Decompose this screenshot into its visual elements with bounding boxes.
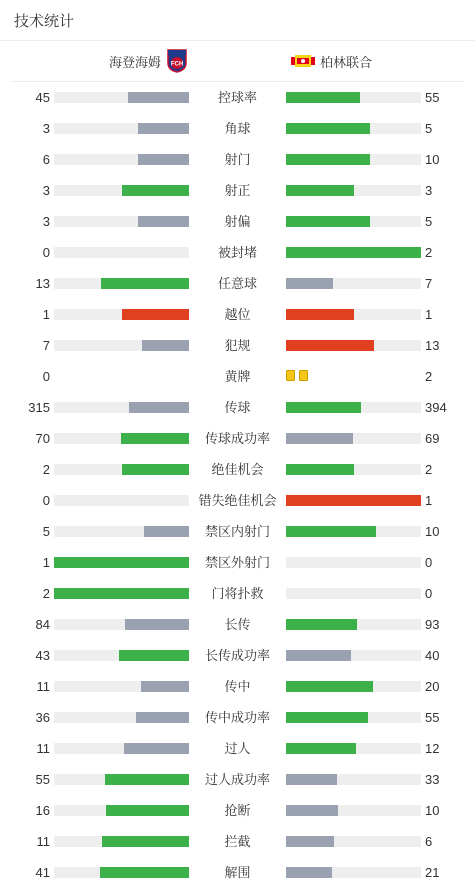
home-stat-value: 11 xyxy=(36,679,50,694)
stat-row xyxy=(0,299,475,330)
stats-list xyxy=(0,82,475,888)
away-stat-value: 10 xyxy=(425,524,440,539)
away-stat-value: 33 xyxy=(425,772,440,787)
home-stat-bar xyxy=(54,588,189,599)
home-stat-bar xyxy=(54,309,189,320)
away-stat-bar-fill xyxy=(286,278,333,289)
away-stat-bar-fill xyxy=(286,185,354,196)
away-stat-value: 2 xyxy=(425,245,433,260)
away-stat-value: 1 xyxy=(425,307,433,322)
away-stat-bar xyxy=(286,712,421,723)
home-stat-bar-fill xyxy=(128,92,189,103)
away-stat-bar xyxy=(286,216,421,227)
home-stat-bar xyxy=(54,92,189,103)
away-stat-value: 5 xyxy=(425,214,433,229)
away-stat-value: 6 xyxy=(425,834,433,849)
home-stat-bar xyxy=(54,650,189,661)
stat-row xyxy=(0,268,475,299)
stat-label: 传中 xyxy=(224,679,251,694)
home-stat-value: 43 xyxy=(35,648,50,663)
stat-label: 拦截 xyxy=(224,834,251,849)
away-stat-bar-fill xyxy=(286,526,376,537)
away-stat-value: 12 xyxy=(425,741,440,756)
stat-label: 射门 xyxy=(224,152,251,167)
away-stat-bar xyxy=(286,464,421,475)
home-stat-bar-fill xyxy=(54,557,189,568)
stat-label: 过人 xyxy=(224,741,251,756)
home-stat-bar-fill xyxy=(54,588,189,599)
stat-row xyxy=(0,547,475,578)
away-stat-value: 40 xyxy=(425,648,440,663)
home-stat-value: 36 xyxy=(35,710,50,725)
away-stat-bar-fill xyxy=(286,92,360,103)
home-stat-bar xyxy=(54,247,189,258)
home-stat-bar-fill xyxy=(138,123,189,134)
away-stat-bar xyxy=(286,154,421,165)
teams-row xyxy=(10,41,465,82)
home-stat-bar xyxy=(54,216,189,227)
stat-label: 被封堵 xyxy=(217,245,257,260)
home-stat-bar xyxy=(54,495,189,506)
stat-row xyxy=(0,423,475,454)
away-stat-bar xyxy=(286,309,421,320)
home-stat-bar-fill xyxy=(129,402,189,413)
away-stat-bar xyxy=(286,340,421,351)
away-stat-bar xyxy=(286,433,421,444)
away-stat-value: 10 xyxy=(425,152,440,167)
home-stat-bar xyxy=(54,805,189,816)
stat-row xyxy=(0,392,475,423)
away-stat-value: 5 xyxy=(425,121,433,136)
away-stat-bar-fill xyxy=(286,433,353,444)
home-stat-value: 0 xyxy=(42,245,50,260)
home-stat-value: 16 xyxy=(35,803,50,818)
stat-label: 门将扑救 xyxy=(211,586,264,601)
home-stat-bar xyxy=(54,185,189,196)
home-stat-value: 55 xyxy=(35,772,50,787)
home-stat-bar xyxy=(54,681,189,692)
home-stat-bar xyxy=(54,123,189,134)
home-stat-value: 6 xyxy=(42,152,50,167)
stat-label: 禁区内射门 xyxy=(204,524,270,539)
home-team-name: 海登海姆 xyxy=(108,54,161,70)
stat-label: 黄牌 xyxy=(224,369,251,384)
home-stat-bar xyxy=(54,867,189,878)
home-stat-bar-fill xyxy=(141,681,189,692)
home-stat-value: 41 xyxy=(35,865,50,880)
home-stat-bar-fill xyxy=(125,619,189,630)
stat-row xyxy=(0,578,475,609)
home-stat-bar xyxy=(54,743,189,754)
home-stat-bar-fill xyxy=(142,340,189,351)
home-stat-bar-fill xyxy=(138,154,189,165)
away-stat-bar xyxy=(286,681,421,692)
home-stat-bar xyxy=(54,557,189,568)
away-stat-bar-fill xyxy=(286,681,373,692)
away-team[interactable] xyxy=(291,41,372,81)
stat-row xyxy=(0,702,475,733)
away-stat-value: 3 xyxy=(425,183,433,198)
stat-label: 控球率 xyxy=(217,90,257,105)
away-yellow-cards xyxy=(286,370,308,381)
stat-label: 射偏 xyxy=(224,214,251,229)
stat-row xyxy=(0,826,475,857)
stat-label: 传球 xyxy=(224,400,251,415)
away-stat-value: 20 xyxy=(425,679,440,694)
home-stat-bar xyxy=(54,278,189,289)
home-stat-bar-fill xyxy=(136,712,189,723)
stat-row xyxy=(0,206,475,237)
away-stat-bar-fill xyxy=(286,650,351,661)
away-stat-bar xyxy=(286,92,421,103)
home-stat-bar-fill xyxy=(105,774,189,785)
away-stat-bar-fill xyxy=(286,805,338,816)
home-stat-value: 2 xyxy=(42,586,50,601)
away-stat-bar xyxy=(286,247,421,258)
home-stat-value: 0 xyxy=(42,369,50,384)
stat-label: 禁区外射门 xyxy=(204,555,270,570)
stat-label: 抢断 xyxy=(224,803,251,818)
home-stat-bar-fill xyxy=(122,185,190,196)
home-stat-value: 45 xyxy=(35,90,50,105)
away-stat-bar-fill xyxy=(286,836,334,847)
home-stat-bar xyxy=(54,402,189,413)
stat-row xyxy=(0,361,475,392)
stat-row xyxy=(0,516,475,547)
away-stat-value: 2 xyxy=(425,369,433,384)
stat-label: 传中成功率 xyxy=(204,710,270,725)
home-stat-value: 3 xyxy=(42,121,50,136)
away-stat-bar-fill xyxy=(286,867,332,878)
stat-label: 犯规 xyxy=(224,338,251,353)
stat-row xyxy=(0,795,475,826)
home-stat-bar-fill xyxy=(124,743,189,754)
away-stat-value: 0 xyxy=(425,555,433,570)
home-stat-value: 13 xyxy=(35,276,50,291)
away-stat-bar-fill xyxy=(286,619,357,630)
stat-row xyxy=(0,857,475,888)
section-title: 技术统计 xyxy=(14,12,75,30)
stat-row xyxy=(0,454,475,485)
home-stat-bar xyxy=(54,433,189,444)
away-stat-value: 10 xyxy=(425,803,440,818)
away-stat-bar-fill xyxy=(286,154,370,165)
home-stat-value: 84 xyxy=(35,617,50,632)
stat-label: 射正 xyxy=(224,183,251,198)
stat-row xyxy=(0,485,475,516)
home-stat-value: 1 xyxy=(42,307,50,322)
home-stat-bar-fill xyxy=(122,309,190,320)
away-stat-value: 55 xyxy=(425,90,440,105)
home-stat-bar-fill xyxy=(101,278,189,289)
away-stat-value: 93 xyxy=(425,617,440,632)
away-stat-bar-fill xyxy=(286,712,368,723)
away-stat-bar-fill xyxy=(286,247,421,258)
stat-label: 角球 xyxy=(224,121,251,136)
away-stat-bar xyxy=(286,650,421,661)
yellow-card-icon xyxy=(286,370,295,381)
yellow-card-icon xyxy=(299,370,308,381)
home-stat-bar-fill xyxy=(121,433,189,444)
stat-label: 越位 xyxy=(224,307,251,322)
away-stat-bar xyxy=(286,526,421,537)
home-stat-bar xyxy=(54,774,189,785)
stat-label: 错失绝佳机会 xyxy=(198,493,277,508)
home-stat-bar-fill xyxy=(100,867,189,878)
away-stat-bar xyxy=(286,867,421,878)
away-stat-bar-fill xyxy=(286,123,370,134)
away-stat-bar-fill xyxy=(286,309,354,320)
home-stat-bar xyxy=(54,526,189,537)
away-stat-bar xyxy=(286,743,421,754)
home-stat-value: 11 xyxy=(36,741,50,756)
away-stat-value: 55 xyxy=(425,710,440,725)
away-stat-bar-fill xyxy=(286,216,370,227)
stat-row xyxy=(0,640,475,671)
union-berlin-crest-icon xyxy=(291,54,315,68)
home-stat-bar xyxy=(54,340,189,351)
section-header xyxy=(0,0,475,41)
away-stat-bar xyxy=(286,836,421,847)
away-stat-value: 0 xyxy=(425,586,433,601)
away-stat-bar xyxy=(286,495,421,506)
stat-label: 长传 xyxy=(224,617,251,632)
stat-row xyxy=(0,733,475,764)
home-stat-value: 3 xyxy=(42,214,50,229)
away-stat-bar xyxy=(286,805,421,816)
home-stat-value: 315 xyxy=(28,400,50,415)
stat-row xyxy=(0,113,475,144)
home-stat-bar-fill xyxy=(102,836,189,847)
stat-label: 解围 xyxy=(224,865,251,880)
stat-row xyxy=(0,144,475,175)
home-stat-value: 0 xyxy=(42,493,50,508)
svg-text:FCH: FCH xyxy=(170,61,184,68)
stat-label: 绝佳机会 xyxy=(211,462,264,477)
away-stat-bar xyxy=(286,588,421,599)
home-stat-bar xyxy=(54,712,189,723)
away-team-name: 柏林联合 xyxy=(320,54,373,70)
home-stat-bar xyxy=(54,836,189,847)
stat-row xyxy=(0,175,475,206)
away-stat-bar-fill xyxy=(286,340,374,351)
away-stat-value: 7 xyxy=(425,276,433,291)
home-team[interactable] xyxy=(109,41,188,81)
away-stat-value: 394 xyxy=(425,400,447,415)
stat-label: 过人成功率 xyxy=(204,772,270,787)
away-stat-bar-fill xyxy=(286,464,354,475)
stat-label: 任意球 xyxy=(217,276,257,291)
away-stat-bar-fill xyxy=(286,774,337,785)
home-stat-bar-fill xyxy=(122,464,190,475)
home-stat-value: 11 xyxy=(36,834,50,849)
home-stat-value: 5 xyxy=(42,524,50,539)
away-stat-value: 2 xyxy=(425,462,433,477)
away-stat-bar-fill xyxy=(286,495,421,506)
home-stat-bar-fill xyxy=(144,526,189,537)
home-stat-value: 7 xyxy=(42,338,50,353)
stat-row xyxy=(0,330,475,361)
away-stat-bar xyxy=(286,774,421,785)
stat-label: 传球成功率 xyxy=(204,431,270,446)
home-stat-value: 70 xyxy=(35,431,50,446)
away-stat-bar xyxy=(286,278,421,289)
away-stat-value: 21 xyxy=(425,865,440,880)
stat-row xyxy=(0,609,475,640)
home-stat-value: 2 xyxy=(42,462,50,477)
home-stat-bar xyxy=(54,154,189,165)
away-stat-bar-fill xyxy=(286,743,356,754)
home-stat-bar xyxy=(54,464,189,475)
stat-row xyxy=(0,237,475,268)
away-stat-bar xyxy=(286,402,421,413)
stat-label: 长传成功率 xyxy=(204,648,270,663)
home-stat-bar-fill xyxy=(119,650,189,661)
away-stat-bar-fill xyxy=(286,402,361,413)
away-stat-bar xyxy=(286,185,421,196)
home-stat-bar-fill xyxy=(106,805,189,816)
away-stat-value: 1 xyxy=(425,493,433,508)
heidenheim-crest-icon xyxy=(166,49,188,73)
away-stat-bar xyxy=(286,619,421,630)
stat-row xyxy=(0,764,475,795)
away-stat-value: 69 xyxy=(425,431,440,446)
away-stat-bar xyxy=(286,557,421,568)
home-stat-bar xyxy=(54,619,189,630)
away-stat-bar xyxy=(286,123,421,134)
away-stat-value: 13 xyxy=(425,338,440,353)
home-stat-value: 3 xyxy=(42,183,50,198)
home-stat-bar-fill xyxy=(138,216,189,227)
home-stat-value: 1 xyxy=(42,555,50,570)
stat-row xyxy=(0,82,475,113)
stat-row xyxy=(0,671,475,702)
